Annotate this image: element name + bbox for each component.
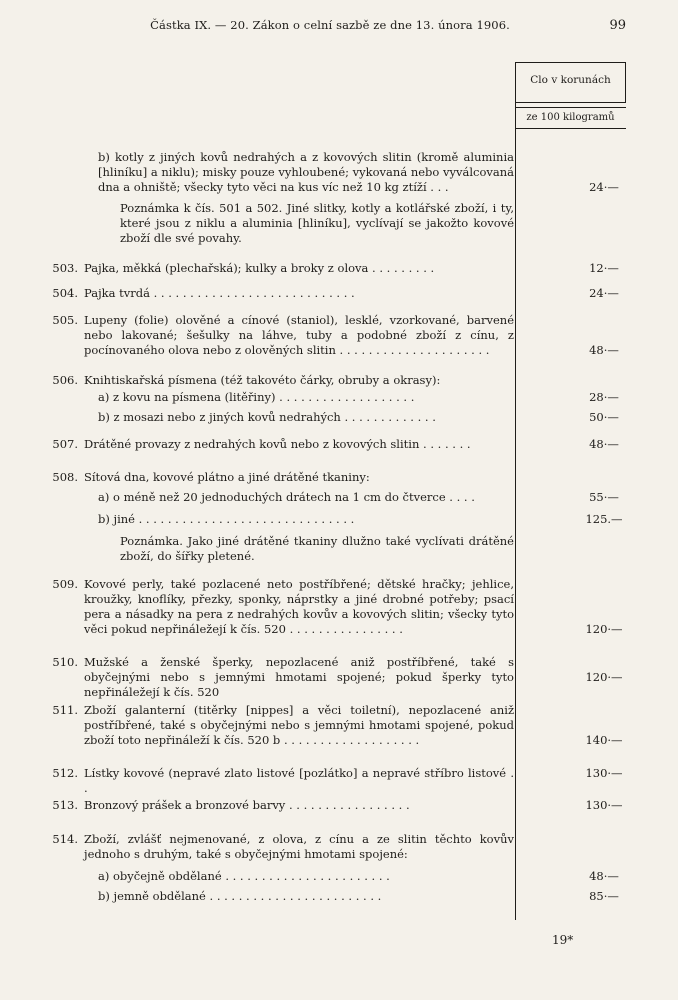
row-duty: 140·—: [585, 733, 623, 747]
row-duty: 55·—: [589, 490, 619, 504]
row-text: a) obyčejně obdělané . . . . . . . . . . . . . . . . . . . . . . .: [98, 869, 390, 883]
duty-column-heading: Clo v korunách: [530, 74, 611, 86]
row-number: 503.: [52, 261, 78, 275]
signature-mark: 19*: [552, 933, 574, 947]
row-duty: 120·—: [585, 622, 623, 636]
row-number: 504.: [52, 286, 78, 300]
row-duty: 130·—: [585, 798, 623, 812]
row-text: Sítová dna, kovové plátno a jiné drátěné tkaniny:: [84, 470, 370, 484]
column-rule-right: [625, 62, 626, 102]
row-text: Lupeny (folie) olověné a cínové (staniol), lesklé, vzorkované, barvené nebo lakované; šešulky na láhve, tuby a podobné zboží z cínu, z pocínovaného olova nebo z olověných slitin . . . . . . . . . . . . . . . . . . . . .: [84, 313, 514, 357]
row-text: a) z kovu na písmena (litěřiny) . . . . . . . . . . . . . . . . . . .: [98, 390, 415, 404]
running-header: Částka IX. — 20. Zákon o celní sazbě ze dne 13. února 1906.: [150, 18, 510, 32]
row-text: Pajka tvrdá . . . . . . . . . . . . . . . . . . . . . . . . . . . .: [84, 286, 355, 300]
row-number: 506.: [52, 373, 78, 387]
row-duty: 50·—: [589, 410, 619, 424]
row-text: Pajka, měkká (plechařská); kulky a broky z olova . . . . . . . . .: [84, 261, 435, 275]
row-text: Kovové perly, také pozlacené neto postříbřené; dětské hračky; jehlice, kroužky, knoflíky, přezky, sponky, náprstky a jiné drobné potřeby; psací pera a násadky na pera z nedrahých kovův a kovových slitin; všecky tyto věci pokud nepřináležejí k čís. 520 . . . . . . . . . . . . . . . .: [84, 577, 514, 636]
row-number: 505.: [52, 313, 78, 327]
column-rule-top: [515, 62, 626, 63]
column-subheading-rule: [515, 128, 626, 129]
row-number: 510.: [52, 655, 78, 669]
row-duty: 125.—: [585, 512, 623, 526]
note-text: Poznámka. Jako jiné drátěné tkaniny dlužno také vyclívati drátěné zboží, do šířky pletené.: [120, 534, 514, 563]
row-number: 508.: [52, 470, 78, 484]
row-text: b) jemně obdělané . . . . . . . . . . . . . . . . . . . . . . . .: [98, 889, 382, 903]
column-rule-left: [515, 62, 516, 920]
row-duty: 120·—: [585, 670, 623, 684]
row-number: 514.: [52, 832, 78, 846]
row-duty: 85·—: [589, 889, 619, 903]
row-text: Lístky kovové (nepravé zlato listové [pozlátko] a nepravé stříbro listové . .: [84, 766, 514, 795]
row-number: 512.: [52, 766, 78, 780]
row-duty: 12·—: [589, 261, 619, 275]
duty-column-subheading: ze 100 kilogramů: [526, 112, 615, 123]
row-text: Mužské a ženské šperky, nepozlacené aniž postříbřené, také s obyčejnými nebo s jemnými hmotami spojené; pokud šperky tyto nepřináležejí k čís. 520: [84, 655, 514, 699]
row-text: Knihtiskařská písmena (též takovéto čárky, obruby a okrasy):: [84, 373, 441, 387]
column-double-rule: [515, 102, 626, 108]
row-duty: 28·—: [589, 390, 619, 404]
row-duty: 130·—: [585, 766, 623, 780]
row-number: 513.: [52, 798, 78, 812]
row-number: 509.: [52, 577, 78, 591]
row-text: Zboží galanterní (titěrky [nippes] a věci toiletní), nepozlacené aniž postříbřené, také s obyčejnými nebo s jemnými hmotami spojené, pokud zboží toto nepřináleží k čís. 520 b . . . . . . . . . . . . . . . . . . .: [84, 703, 514, 747]
row-text: Bronzový prášek a bronzové barvy . . . . . . . . . . . . . . . . .: [84, 798, 410, 812]
row-number: 511.: [52, 703, 78, 717]
row-text: b) z mosazi nebo z jiných kovů nedrahých . . . . . . . . . . . . .: [98, 410, 436, 424]
row-duty: 48·—: [589, 343, 619, 357]
page-number: 99: [609, 18, 626, 33]
row-text: b) kotly z jiných kovů nedrahých a z kovových slitin (kromě aluminia [hliníku] a niklu); misky pouze vyhloubené; vykovaná nebo vyválcovaná dna a ohniště; všecky tyto věci na kus víc než 10 kg ztíží . . .: [98, 150, 514, 194]
row-text: Zboží, zvlášť nejmenované, z olova, z cínu a ze slitin těchto kovův jednoho s druhým, také s obyčejnými hmotami spojené:: [84, 832, 514, 861]
row-duty: 48·—: [589, 869, 619, 883]
row-duty: 24·—: [589, 180, 619, 194]
row-text: a) o méně než 20 jednoduchých drátech na 1 cm do čtverce . . . .: [98, 490, 475, 504]
row-number: 507.: [52, 437, 78, 451]
row-duty: 48·—: [589, 437, 619, 451]
row-text: Drátěné provazy z nedrahých kovů nebo z kovových slitin . . . . . . .: [84, 437, 471, 451]
row-duty: 24·—: [589, 286, 619, 300]
row-text: b) jiné . . . . . . . . . . . . . . . . . . . . . . . . . . . . . .: [98, 512, 355, 526]
note-text: Poznámka k čís. 501 a 502. Jiné slitky, kotly a kotlářské zboží, i ty, které jsou z niklu a aluminia [hliníku], vyclívají se jakožto kovové zboží dle své povahy.: [120, 201, 514, 245]
